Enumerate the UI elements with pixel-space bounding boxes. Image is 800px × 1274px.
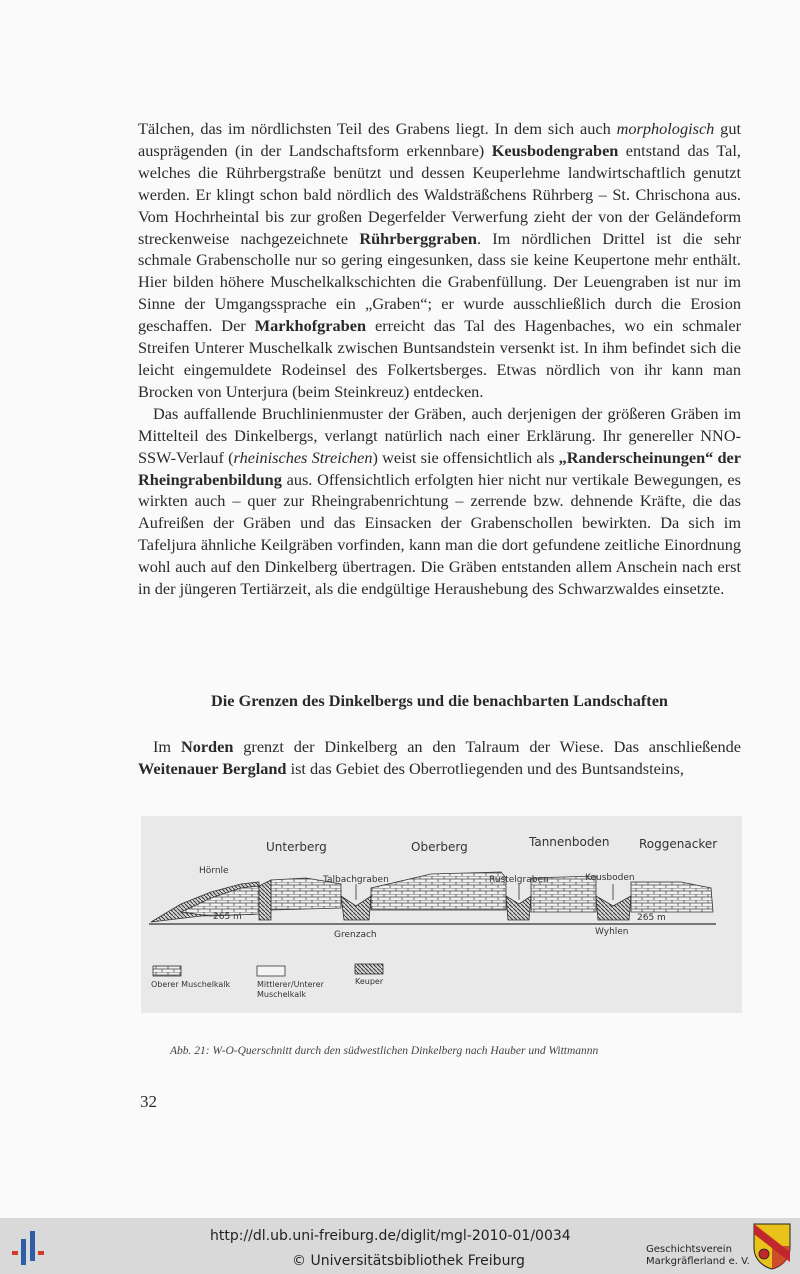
label-wyhlen: Wyhlen [595, 927, 629, 937]
upper-muschelkalk-block [371, 872, 506, 910]
bold-term-randerscheinungen: „Randerscheinungen“ der Rheingrabenbildung [138, 447, 742, 489]
label-unterberg: Unterberg [266, 840, 327, 854]
footer-copyright: © Universitätsbibliothek Freiburg [292, 1253, 525, 1269]
footer-url-link[interactable]: http://dl.ub.uni-freiburg.de/diglit/mgl-2010-01/0034 [210, 1228, 571, 1244]
cross-section-figure [141, 816, 742, 1013]
cross-section-diagram [141, 816, 742, 1013]
main-text [138, 118, 741, 600]
label-rustelgraben: Rustelgraben [489, 875, 549, 885]
upper-muschelkalk-block [631, 882, 713, 912]
label-hoernle: Hörnle [199, 866, 229, 876]
paragraph-1 [138, 118, 741, 403]
footer-organization [646, 1244, 750, 1268]
coat-of-arms-icon [752, 1222, 792, 1270]
org-line-1: Geschichtsverein [646, 1244, 732, 1255]
text-run: grenzt der Dinkelberg an den Talraum der Wiese. Das anschließende [233, 737, 742, 756]
label-tannenboden: Tannenboden [529, 835, 610, 849]
keuper-graben-keusboden [596, 896, 631, 920]
section-heading: Die Grenzen des Dinkelbergs und die benachbarten Landschaften [211, 691, 668, 710]
paragraph-3 [138, 736, 741, 780]
italic-term: rheinisches Streichen [233, 447, 373, 467]
label-oberberg: Oberberg [411, 840, 468, 854]
legend-middle-label-2: Muschelkalk [257, 990, 307, 999]
label-roggenacker: Roggenacker [639, 837, 718, 851]
legend-swatch-keuper [355, 964, 383, 974]
italic-term: morphologisch [616, 119, 715, 138]
bold-term-markhofgraben: Markhofgraben [254, 316, 366, 336]
text-run: erreicht das Tal des Hagenbaches, wo ein schmaler Streifen Unterer Muschelkalk zwischen Buntsandstein versenkt ist. In ihm befindet sich die leicht eingemuldete Rodeinsel des Folkertsberges. Etwas nördlich von ihr kann man Brocken von Unterjura (beim Steinkreuz) entdecken. [138, 316, 741, 401]
page-number: 32 [140, 1092, 157, 1111]
figure-caption: Abb. 21: W-O-Querschnitt durch den südwestlichen Dinkelberg nach Hauber und Wittmannn [170, 1045, 599, 1057]
elevation-left: 265 m [213, 912, 242, 922]
label-talbachgraben: Talbachgraben [323, 875, 389, 885]
bold-term-norden: Norden [180, 737, 234, 756]
keuper-graben-rustel [506, 896, 531, 920]
org-line-2: Markgräflerland e. V. [646, 1256, 750, 1267]
text-run: Tälchen, das im nördlichsten Teil des Grabens liegt. In dem sich auch [138, 119, 617, 138]
paragraph-2 [138, 403, 741, 600]
elevation-right: 265 m [637, 913, 666, 923]
label-keusboden: Keusboden [585, 873, 635, 883]
text-run: entstand das Tal, welches die Rührbergstraße benützt und dessen Keuperlehme landwirtschaftlich genutzt werden. Er klingt schon bald nördlich des Waldsträßchens Rührberg – St. Chrischona aus. Vom Hochrheintal bis zur großen Degerfelder Verwerfung zieht der von der Geländeform streckenweise nachgezeichnete [138, 140, 742, 248]
text-run: Im [153, 737, 181, 756]
text-run: ) weist sie offensichtlich als [372, 447, 559, 467]
keuper-graben [259, 880, 271, 920]
library-logo-icon [8, 1227, 48, 1267]
text-run: Das auffallende Bruchlinienmuster der Gräben, auch derjenigen der größeren Gräben im Mittelteil des Dinkelbergs, verlangt natürlich nach einer Erklärung. Ihr genereller NNO-SSW-Verlauf ( [138, 403, 741, 467]
text-run: . Im nördlichen Drittel ist die sehr schmale Grabenscholle nur so gering eingesunken, dass sie keine Keupertone mehr enthält. Hier bilden höhere Muschelkalkschichten die Grabenfüllung. Der Leuengraben ist nur im Sinne der Umgangssprache ein „Graben“; er wurde ausschließlich durch die Erosion geschaffen. Der [138, 228, 741, 336]
legend-swatch-upper [153, 966, 181, 976]
label-grenzach: Grenzach [334, 930, 377, 940]
bold-term-ruehrberggraben: Rührberggraben [359, 228, 477, 248]
bold-term-weitenauer-bergland: Weitenauer Bergland [138, 759, 287, 778]
legend-keuper-label: Keuper [355, 977, 384, 986]
bold-term-keusbodengraben: Keusbodengraben [491, 140, 619, 160]
text-run: ist das Gebiet des Oberrotliegenden und des Buntsandsteins, [286, 759, 684, 778]
text-run: aus. Offensichtlich erfolgten hier nicht nur vertikale Bewegungen, es wirkten auch – quer zur Rheingrabenrichtung – zerrende bzw. dehnende Kräfte, die das Aufreißen der Gräben und das Einsacken der Grabenschollen bewirkten. Da sich im Tafeljura ähnliche Keilgräben vorfinden, kann man die dort gefundene zeitliche Einordnung wohl auch auf den Dinkelberg übertragen. Die Gräben entstanden allem Anschein nach erst in der jüngeren Tertiärzeit, als die endgültige Heraushebung des Schwarzwaldes einsetzte. [138, 469, 741, 599]
footer-bar [0, 1218, 800, 1274]
legend-middle-label-1: Mittlerer/Unterer [257, 980, 324, 989]
legend-swatch-middle [257, 966, 285, 976]
text-run: gut ausprägenden (in der Landschaftsform erkennbare) [138, 119, 741, 160]
legend-upper-label: Oberer Muschelkalk [151, 980, 231, 989]
